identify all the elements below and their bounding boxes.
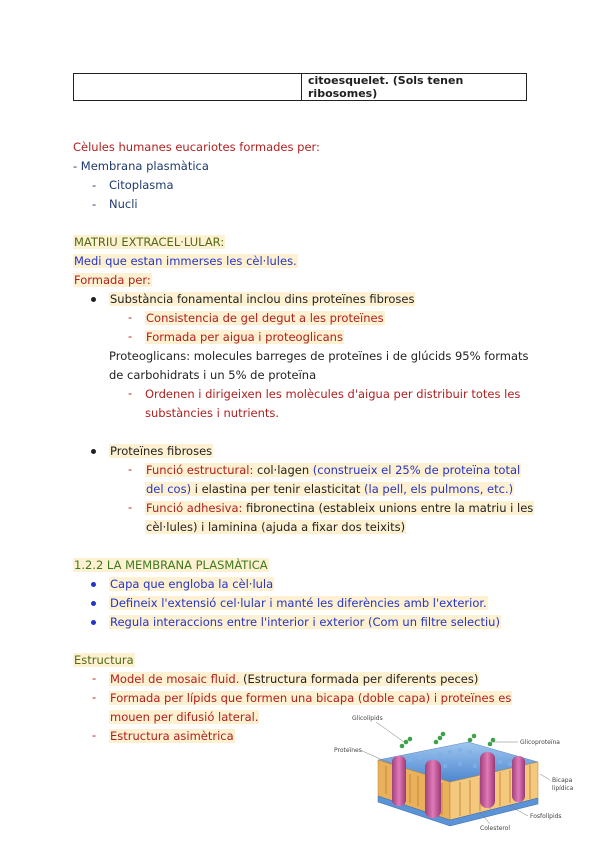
estructura-heading-text: Estructura — [74, 653, 134, 667]
matriu-formada — [73, 272, 152, 288]
protein-3 — [480, 752, 495, 808]
proteines-fibroses — [109, 443, 213, 459]
dash-marker: - — [128, 329, 133, 343]
label-proteines: Proteïnes — [334, 747, 362, 754]
funcio-adhesiva-label: Funció adhesiva: — [146, 501, 243, 515]
membrana-bullet3-text: Regula interaccions entre l'interior i exterior (Com un filtre selectiu) — [110, 615, 500, 629]
estructura-heading — [73, 652, 135, 668]
bullet-dot — [91, 620, 96, 625]
dash-marker: - — [128, 462, 133, 476]
proteoglicans-line2: de carbohidrats i un 5% de proteïna — [109, 368, 317, 382]
membrana-bullet1-text: Capa que engloba la cèl·lula — [110, 577, 274, 591]
humanes-item-membrana: - Membrana plasmàtica — [73, 159, 209, 173]
protein-1 — [392, 756, 406, 806]
estructura-item2-line2 — [109, 709, 259, 725]
estructura-item3-text: Estructura asimètrica — [110, 729, 234, 743]
membrana-bullet2-text: Defineix l'extensió cel·lular i manté les diferències amb l'exterior. — [110, 596, 487, 610]
bullet-dot — [91, 297, 96, 302]
dash-marker: - — [92, 690, 97, 704]
dash-marker: - — [92, 178, 97, 192]
estructura-item2-line1 — [109, 690, 512, 706]
collagen-percent: (construeix el 25% de proteïna total — [312, 463, 521, 477]
dash-marker: - — [128, 500, 133, 514]
protein-2 — [425, 760, 441, 818]
matriu-heading — [73, 234, 225, 250]
matriu-formada-text: Formada per: — [74, 273, 151, 287]
membrana-heading-text: 1.2.2 LA MEMBRANA PLASMÀTICA — [74, 558, 268, 572]
ordenen-line1: Ordenen i dirigeixen les molècules d'aigua per distribuir totes les — [145, 387, 521, 401]
substancia-item — [109, 291, 415, 307]
membrana-heading — [73, 557, 269, 573]
estructura-item2-text1: Formada per lípids que formen una bicapa (doble capa) i proteïnes es — [110, 691, 512, 705]
table-fragment — [73, 73, 527, 101]
protein-4 — [512, 756, 525, 802]
matriu-definition — [73, 253, 298, 269]
estructura-item1 — [109, 671, 479, 687]
label-bicapa-l2: lipídica — [552, 785, 574, 792]
mosaic-desc: (Estructura formada per diferents peces) — [239, 672, 479, 686]
proteoglicans-line1: Proteoglicans: molecules barreges de proteïnes i de glúcids 95% formats — [109, 349, 529, 363]
proteines-fibroses-text: Proteïnes fibroses — [110, 444, 213, 458]
label-glicolipids: Glicolípids — [352, 715, 383, 722]
substancia-sub2-text: Formada per aigua i proteoglicans — [146, 330, 343, 344]
dash-marker: - — [92, 728, 97, 742]
matriu-heading-text: MATRIU EXTRACEL·LULAR: — [74, 235, 225, 249]
substancia-sub2 — [145, 329, 344, 345]
elastina-text: i elastina per tenir elasticitat — [191, 482, 365, 496]
estructura-item3 — [109, 728, 235, 744]
laminina-text: cèl·lules) i laminina (ajuda a fixar dos teixits) — [146, 520, 406, 534]
label-colesterol: Colesterol — [480, 825, 511, 832]
dash-marker: - — [92, 671, 97, 685]
collagen-text: col·lagen — [253, 463, 313, 477]
collagen-percent-end: del cos) — [146, 482, 192, 496]
funcio-estructural-label: Funció estructural: — [146, 463, 254, 477]
humanes-item-citoplasma: Citoplasma — [109, 178, 174, 192]
humanes-heading: Cèlules humanes eucariotes formades per: — [73, 140, 320, 154]
fibronectina-text: fibronectina (estableix unions entre la matriu i les — [242, 501, 534, 515]
dash-marker: - — [92, 197, 97, 211]
label-fosfolipids: Fosfolípids — [530, 813, 562, 820]
substancia-text: Substància fonamental inclou dins proteïnes fibroses — [110, 292, 415, 306]
substancia-sub1 — [145, 310, 385, 326]
mosaic-fluid: Model de mosaic fluid. — [110, 672, 240, 686]
matriu-definition-text: Medi que estan immerses les cèl·lules. — [74, 254, 297, 268]
funcio-adhesiva-line1 — [145, 500, 534, 516]
bullet-dot — [91, 601, 96, 606]
dash-marker: - — [128, 386, 133, 400]
table-cell-right: citoesquelet. (Sols tenen ribosomes) — [302, 74, 527, 101]
ordenen-line2: substàncies i nutrients. — [145, 406, 280, 420]
membrana-bullet1 — [109, 576, 274, 592]
estructura-item2-text2: mouen per difusió lateral. — [110, 710, 259, 724]
membrana-bullet3 — [109, 614, 501, 630]
bullet-dot — [91, 449, 96, 454]
bullet-dot — [91, 582, 96, 587]
funcio-estructural-line2 — [145, 481, 514, 497]
membrane-diagram — [330, 712, 575, 840]
funcio-adhesiva-line2 — [145, 519, 406, 535]
substancia-sub1-text: Consistencia de gel degut a les proteïnes — [146, 311, 384, 325]
elastina-examples: (la pell, els pulmons, etc.) — [364, 482, 514, 496]
label-glicoproteina: Glicoproteïna — [520, 739, 560, 746]
table-cell-left — [74, 74, 302, 101]
membrana-bullet2 — [109, 595, 488, 611]
dash-marker: - — [128, 310, 133, 324]
funcio-estructural-line1 — [145, 462, 521, 478]
label-bicapa-l1: Bicapa — [552, 777, 573, 784]
humanes-item-nucli: Nucli — [109, 197, 138, 211]
